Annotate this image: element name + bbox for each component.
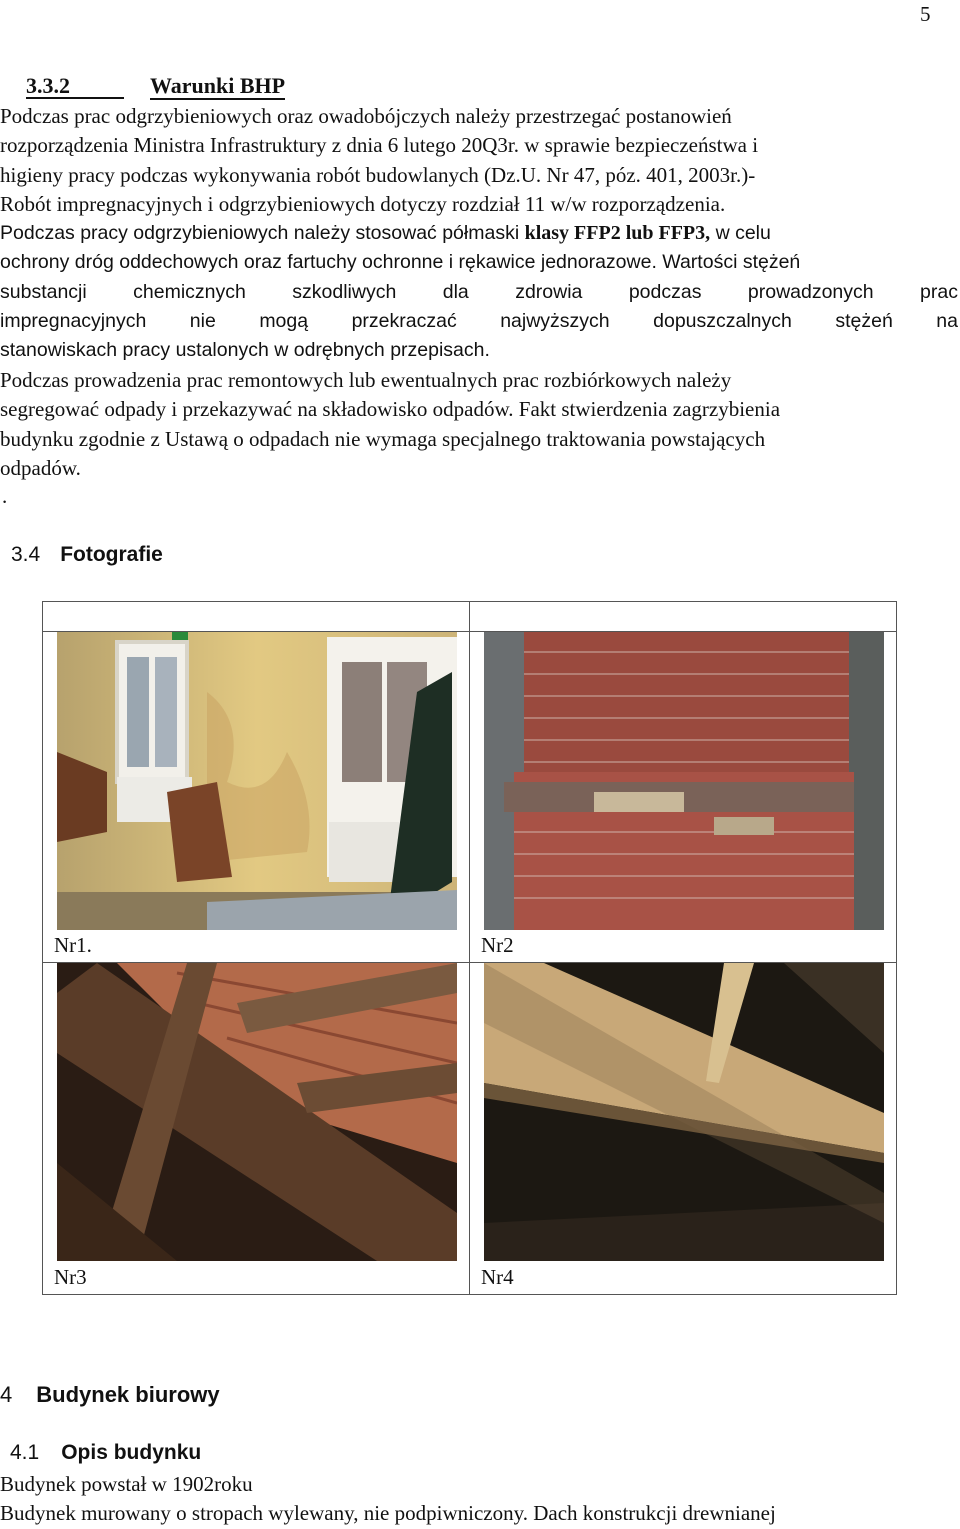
photo-timber-beam	[484, 963, 884, 1261]
text-line: higieny pracy podczas wykonywania robót budowlanych (Dz.U. Nr 47, póz. 401, 2003r.)-	[0, 162, 756, 187]
section-title: Warunki BHP	[150, 73, 286, 98]
section-title: Budynek biurowy	[36, 1382, 220, 1407]
photo-brick-wall	[484, 632, 884, 930]
text-line	[0, 219, 958, 248]
text-line: segregować odpady i przekazywać na składowisko odpadów. Fakt stwierdzenia zagrzybienia	[0, 397, 781, 422]
section-heading-4	[0, 1382, 220, 1408]
section-title: Fotografie	[60, 543, 163, 566]
opis-paragraph	[0, 1470, 776, 1528]
stray-dot: .	[2, 484, 8, 508]
text-span: w celu	[710, 222, 771, 244]
text-line: ochrony dróg oddechowych oraz fartuchy ochronne i rękawice jednorazowe. Wartości stężeń	[0, 251, 801, 274]
section-number: 3.4	[11, 543, 41, 566]
text-line: rozporządzenia Ministra Infrastruktury z dnia 6 lutego 20Q3r. w sprawie bezpieczeństwa i	[0, 133, 759, 158]
section-heading-3-3-2	[26, 73, 285, 99]
section-heading-3-4	[11, 543, 163, 567]
text-line: stanowiskach pracy ustalonych w odrębnych przepisach.	[0, 339, 490, 362]
text-line: impregnacyjnych nie mogą przekraczać najwyższych dopuszczalnych stężeń na	[0, 309, 958, 332]
photo-caption-4: Nr4	[481, 1265, 514, 1289]
text-line: Budynek murowany o stropach wylewany, nie podpiwniczony. Dach konstrukcji drewnianej	[0, 1501, 776, 1525]
section-number: 4	[0, 1382, 13, 1407]
bhp-paragraph-2	[0, 219, 958, 365]
text-line: odpadów.	[0, 455, 81, 480]
text-line: Podczas prac odgrzybieniowych oraz owadobójczych należy przestrzegać postanowień	[0, 104, 732, 128]
section-title: Opis budynku	[61, 1441, 202, 1464]
section-heading-4-1	[10, 1441, 201, 1465]
text-line: substancji chemicznych szkodliwych dla zdrowia podczas prowadzonych prac	[0, 280, 958, 303]
text-line: Budynek powstał w 1902roku	[0, 1472, 253, 1496]
section-number: 4.1	[10, 1441, 40, 1464]
bhp-paragraph-3	[0, 366, 958, 483]
text-span: Podczas pracy odgrzybieniowych należy stosować półmaski	[0, 222, 525, 244]
bold-mask-class: klasy FFP2 lub FFP3,	[524, 222, 711, 244]
photo-roof-rafters	[57, 963, 457, 1261]
photo-caption-1: Nr1.	[54, 933, 92, 957]
bhp-paragraph-1	[0, 102, 958, 219]
page-number: 5	[920, 2, 931, 26]
text-line: budynku zgodnie z Ustawą o odpadach nie wymaga specjalnego traktowania powstających	[0, 426, 766, 451]
text-line: Robót impregnacyjnych i odgrzybieniowych dotyczy rozdział 11 w/w rozporządzenia.	[0, 191, 726, 216]
text-line: Podczas prowadzenia prac remontowych lub ewentualnych prac rozbiórkowych należy	[0, 368, 732, 392]
photo-caption-2: Nr2	[481, 933, 514, 957]
photo-caption-3: Nr3	[54, 1265, 87, 1289]
photo-room-interior	[57, 632, 457, 930]
section-number: 3.3.2	[26, 75, 124, 99]
